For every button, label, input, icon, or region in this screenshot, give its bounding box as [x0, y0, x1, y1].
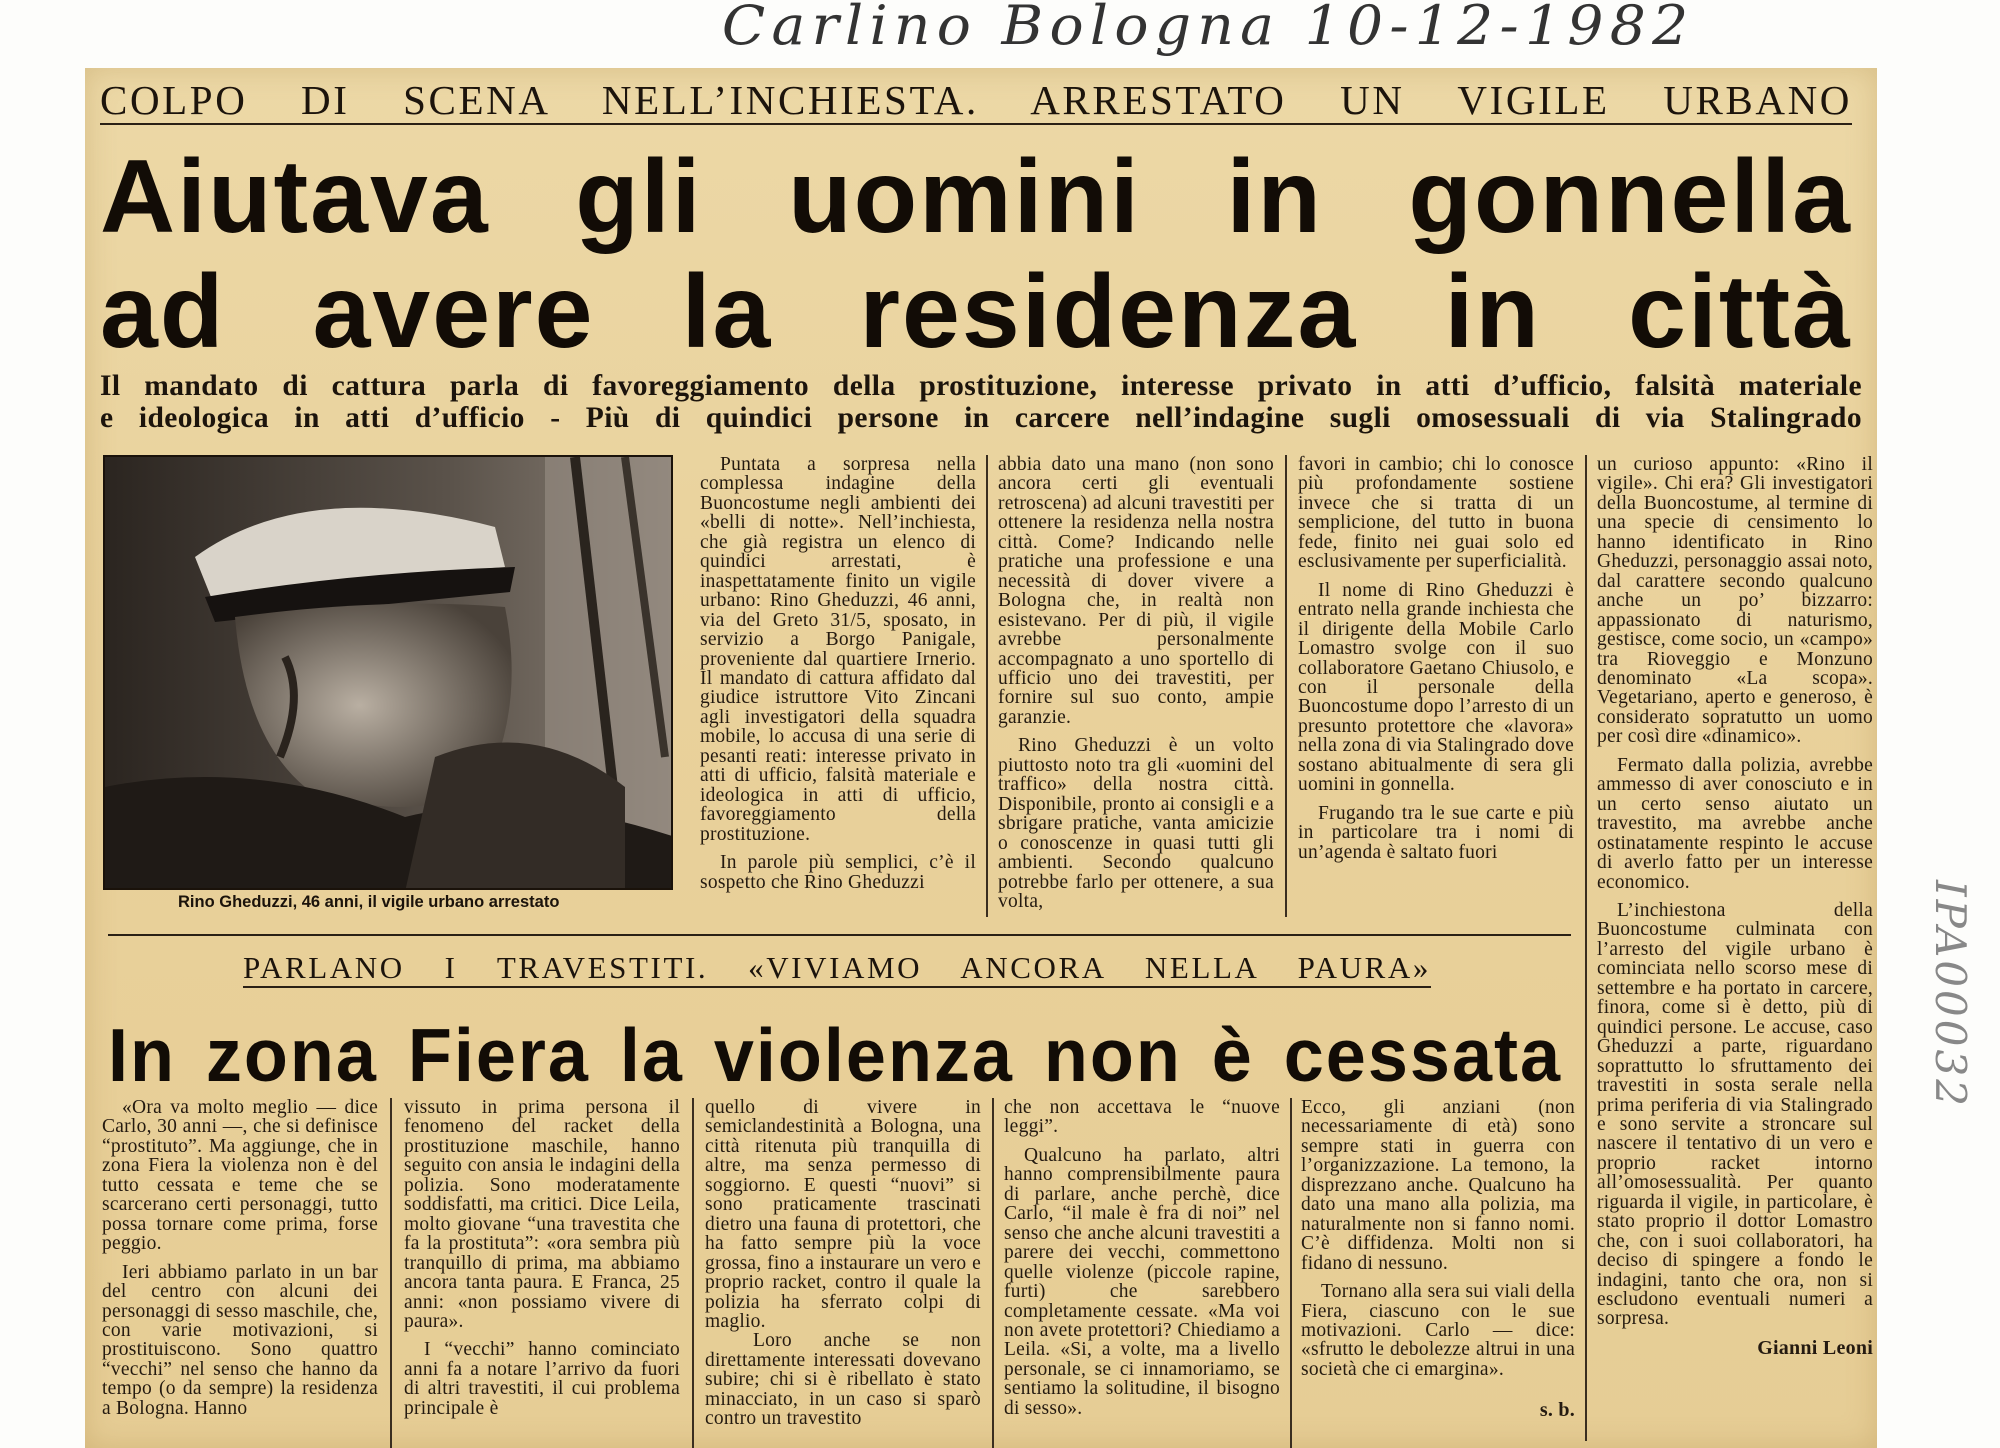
paragraph: Fermato dalla polizia, avrebbe ammesso di aver conosciuto e in un certo senso aiutato un travestito, ma avrebbe anche ostinatamente respinto le accuse di averlo fatto per un interesse economico. — [1597, 754, 1873, 893]
paragraph: un curioso appunto: «Rino il vigile». Chi era? Gli investigatori della Buoncostume, al termine di una specie di censimento lo hanno identificato in Rino Gheduzzi, personaggio assai noto, dal carattere secondo qualcuno anche un po’ bizzarro: appassionato di naturismo, gestisce, come socio, un «campo» tra Rioveggio e Monzuno denominato «La scopa». Vegetariano, aperto e generoso, è considerato sopratutto un uomo per così dire «dinamico». — [1597, 455, 1873, 748]
paragraph: Puntata a sorpresa nella complessa indagine della Buoncostume negli ambienti dei «belli di notte». Nell’inchiesta, che già registra un elenco di quindici arrestati, è inaspettatamente finito un vigile urbano: Rino Gheduzzi, 46 anni, via del Greto 31/5, sposato, in servizio a Borgo Panigale, proveniente dal quartiere Irnerio. Il mandato di cattura affidato dal giudice istruttore Vito Zincani agli investigatori della squadra mobile, lo accusa di una serie di pesanti reati: interesse privato in atti di ufficio, falsità materiale e ideologica in atti di ufficio, favoreggiamento della prostituzione. — [700, 455, 976, 845]
column-divider — [986, 455, 988, 917]
article1-column-1 — [700, 455, 976, 917]
article1-headline-line1: Aiutava gli uomini in gonnella — [100, 139, 1852, 255]
article1-column-2 — [998, 455, 1274, 917]
paragraph: Qualcuno ha parlato, altri hanno comprensibilmente paura di parlare, anche perchè, dice Carlo, “il male è fra di noi” nel senso che anche alcuni travestiti a parere dei vecchi, commettono quelle violenze (piccole rapine, furti) che sarebbero completamente cessate. «Ma voi non avete protettori? Chiediamo a Leila. «Si, a volte, ma a livello personale, se ci innamoriamo, se sentiamo la solitudine, il bisogno di sesso». — [1004, 1144, 1280, 1419]
handwritten-archive-code: IPA00032 — [1926, 880, 1975, 1109]
paragraph: Tornano alla sera sui viali della Fiera, ciascuno con le sue motivazioni. Carlo — dice: «sfrutto le debolezze altrui in una società che ci emargina». — [1301, 1281, 1575, 1380]
paragraph: quello di vivere in semiclandestinità a Bologna, una città ritenuta più tranquilla di altre, ma senza permesso di soggiorno. E questi “nuovi” si sono praticamente trascinati dietro una fauna di protettori, che ha fatto sempre più la voce grossa, fino a instaurare un vero e proprio racket, contro il quale la polizia ha sferrato colpi di maglio. — [705, 1098, 981, 1332]
article1-kicker: COLPO DI SCENA NELL’INCHIESTA. ARRESTATO UN VIGILE URBANO — [100, 77, 1852, 123]
paragraph: Ecco, gli anziani (non necessariamente di età) sono sempre stati in guerra con l’organizzazione. La temono, la disprezzano anche. Qualcuno ha dato una mano alla polizia, ma naturalmente non si fanno nomi. C’è diffidenza. Molti non si fidano di nessuno. — [1301, 1098, 1575, 1274]
article2-column-4 — [1004, 1098, 1280, 1448]
section-rule — [108, 934, 1571, 936]
column-divider — [1585, 455, 1587, 1441]
column-divider — [992, 1098, 994, 1448]
photo-caption: Rino Gheduzzi, 46 anni, il vigile urbano arrestato — [178, 893, 560, 911]
paragraph: Frugando tra le sue carte e più in particolare tra i nomi di un’agenda è saltato fuori — [1298, 802, 1574, 863]
deck-line-2: e ideologica in atti d’ufficio - Più di quindici persone in carcere nell’indagine sugli omosessuali di via Stalingrado — [100, 402, 1862, 434]
paragraph: Il nome di Rino Gheduzzi è entrato nella grande inchiesta che il dirigente della Mobile Carlo Lomastro svolge con il suo collaboratore Gaetano Chiusolo, e con il personale della Buoncostume dopo l’arresto di un presunto protettore che «lavora» nella zona di via Stalingrado dove sostano abitualmente di sera gli uomini in gonnella. — [1298, 579, 1574, 796]
article1-deck — [100, 370, 1862, 434]
article2-column-1 — [102, 1098, 378, 1448]
article1-column-3 — [1298, 455, 1574, 917]
article2-kicker: PARLANO I TRAVESTITI. «VIVIAMO ANCORA NELLA PAURA» — [243, 950, 1431, 985]
column-divider — [1290, 1098, 1292, 1448]
paragraph: «Ora va molto meglio — dice Carlo, 30 anni —, che si definisce “prostituto”. Ma aggiunge, che in zona Fiera la violenza non è del tutto cessata e teme che se scarcerano certi personaggi, tutto possa tornare come prima, forse peggio. — [102, 1098, 378, 1255]
column-divider — [692, 1098, 694, 1448]
handwritten-source-date: Carlino Bologna 10-12-1982 — [721, 0, 1695, 57]
column-divider — [390, 1098, 392, 1448]
article1-headline-line2: ad avere la residenza in città — [100, 254, 1852, 370]
paragraph: che non accettava le “nuove leggi”. — [1004, 1098, 1280, 1138]
article1-column-4 — [1597, 455, 1873, 1448]
paragraph: I “vecchi” hanno cominciato anni fa a notare l’arrivo da fuori di altri travestiti, il cui problema principale è — [404, 1339, 680, 1419]
paragraph: Rino Gheduzzi è un volto piuttosto noto tra gli «uomini del traffico» della nostra città. Disponibile, pronto ai consigli e a sbrigare pratiche, vanta amicizie o conoscenze in quasi tutti gli ambienti. Secondo qualcuno potrebbe farlo per ottenere, a sua volta, — [998, 735, 1274, 912]
column-divider — [1285, 455, 1287, 917]
deck-line-1: Il mandato di cattura parla di favoreggiamento della prostituzione, interesse privato in atti d’ufficio, falsità materiale — [100, 370, 1862, 402]
article2-byline: s. b. — [1539, 1399, 1575, 1422]
article2-headline: In zona Fiera la violenza non è cessata — [108, 1014, 1562, 1098]
paragraph: vissuto in prima persona il fenomeno del racket della prostituzione maschile, hanno seguito con ansia le indagini della polizia. Sono moderatamente soddisfatti, ma critici. Dice Leila, molto giovane “una travestita che fa la prostituta”: «ora sembra più tranquillo di prima, ma abbiamo ancora tanta paura. E Franca, 25 anni: «non possiamo vivere di paura». — [404, 1098, 680, 1332]
kicker-rule — [100, 123, 1852, 125]
article1-byline: Gianni Leoni — [1757, 1336, 1873, 1359]
article2-column-3 — [705, 1098, 981, 1448]
photo-rino-gheduzzi — [103, 455, 673, 890]
paragraph: abbia dato una mano (non sono ancora certi gli eventuali retroscena) ad alcuni travestiti per ottenere la residenza nella nostra città. Come? Indicando nelle pratiche una professione e una necessità di dover vivere a Bologna che, in realtà non esistevano. Per di più, il vigile avrebbe personalmente accompagnato a uno sportello di ufficio uno dei travestiti, per fornire sul suo conto, ampie garanzie. — [998, 455, 1274, 728]
portrait-photo-image — [105, 457, 673, 890]
paragraph: Loro anche se non direttamente interessati dovevano subire; chi si è ribellato è stato minacciato, in un caso si sparò contro un travestito — [705, 1330, 981, 1430]
paragraph: L’inchiestona della Buoncostume culminata con l’arresto del vigile urbano è cominciata nello scorso mese di settembre e ha portato in carcere, finora, come si è detto, più di quindici persone. Le accuse, caso Gheduzzi a parte, riguardano soprattutto lo sfruttamento dei travestiti in sosta serale nella prima periferia di via Stalingrado e sono servite a stroncare sul nascere il tentativo di un vero e proprio racket intorno all’omosessualità. Per quanto riguarda il vigile, in particolare, è stato proprio il dottor Lomastro che, con i suoi collaboratori, ha deciso di spingere a fondo le indagini, tanto che ora, non si escludono eventuali numeri a sorpresa. — [1597, 899, 1873, 1330]
article2-column-2 — [404, 1098, 680, 1448]
paragraph: favori in cambio; chi lo conosce più profondamente sostiene invece che si tratta di un semplicione, del tutto in buona fede, finito nei guai solo ed esclusivamente per superficialità. — [1298, 455, 1574, 573]
article2-column-5 — [1301, 1098, 1575, 1448]
kicker-rule — [243, 986, 1431, 988]
paragraph: In parole più semplici, c’è il sospetto che Rino Gheduzzi — [700, 852, 976, 893]
paragraph: Ieri abbiamo parlato in un bar del centro con alcuni dei personaggi di sesso maschile, che, con varie motivazioni, si prostituiscono. Sono quattro “vecchi” nel senso che hanno da tempo (o da sempre) la residenza a Bologna. Hanno — [102, 1261, 378, 1419]
